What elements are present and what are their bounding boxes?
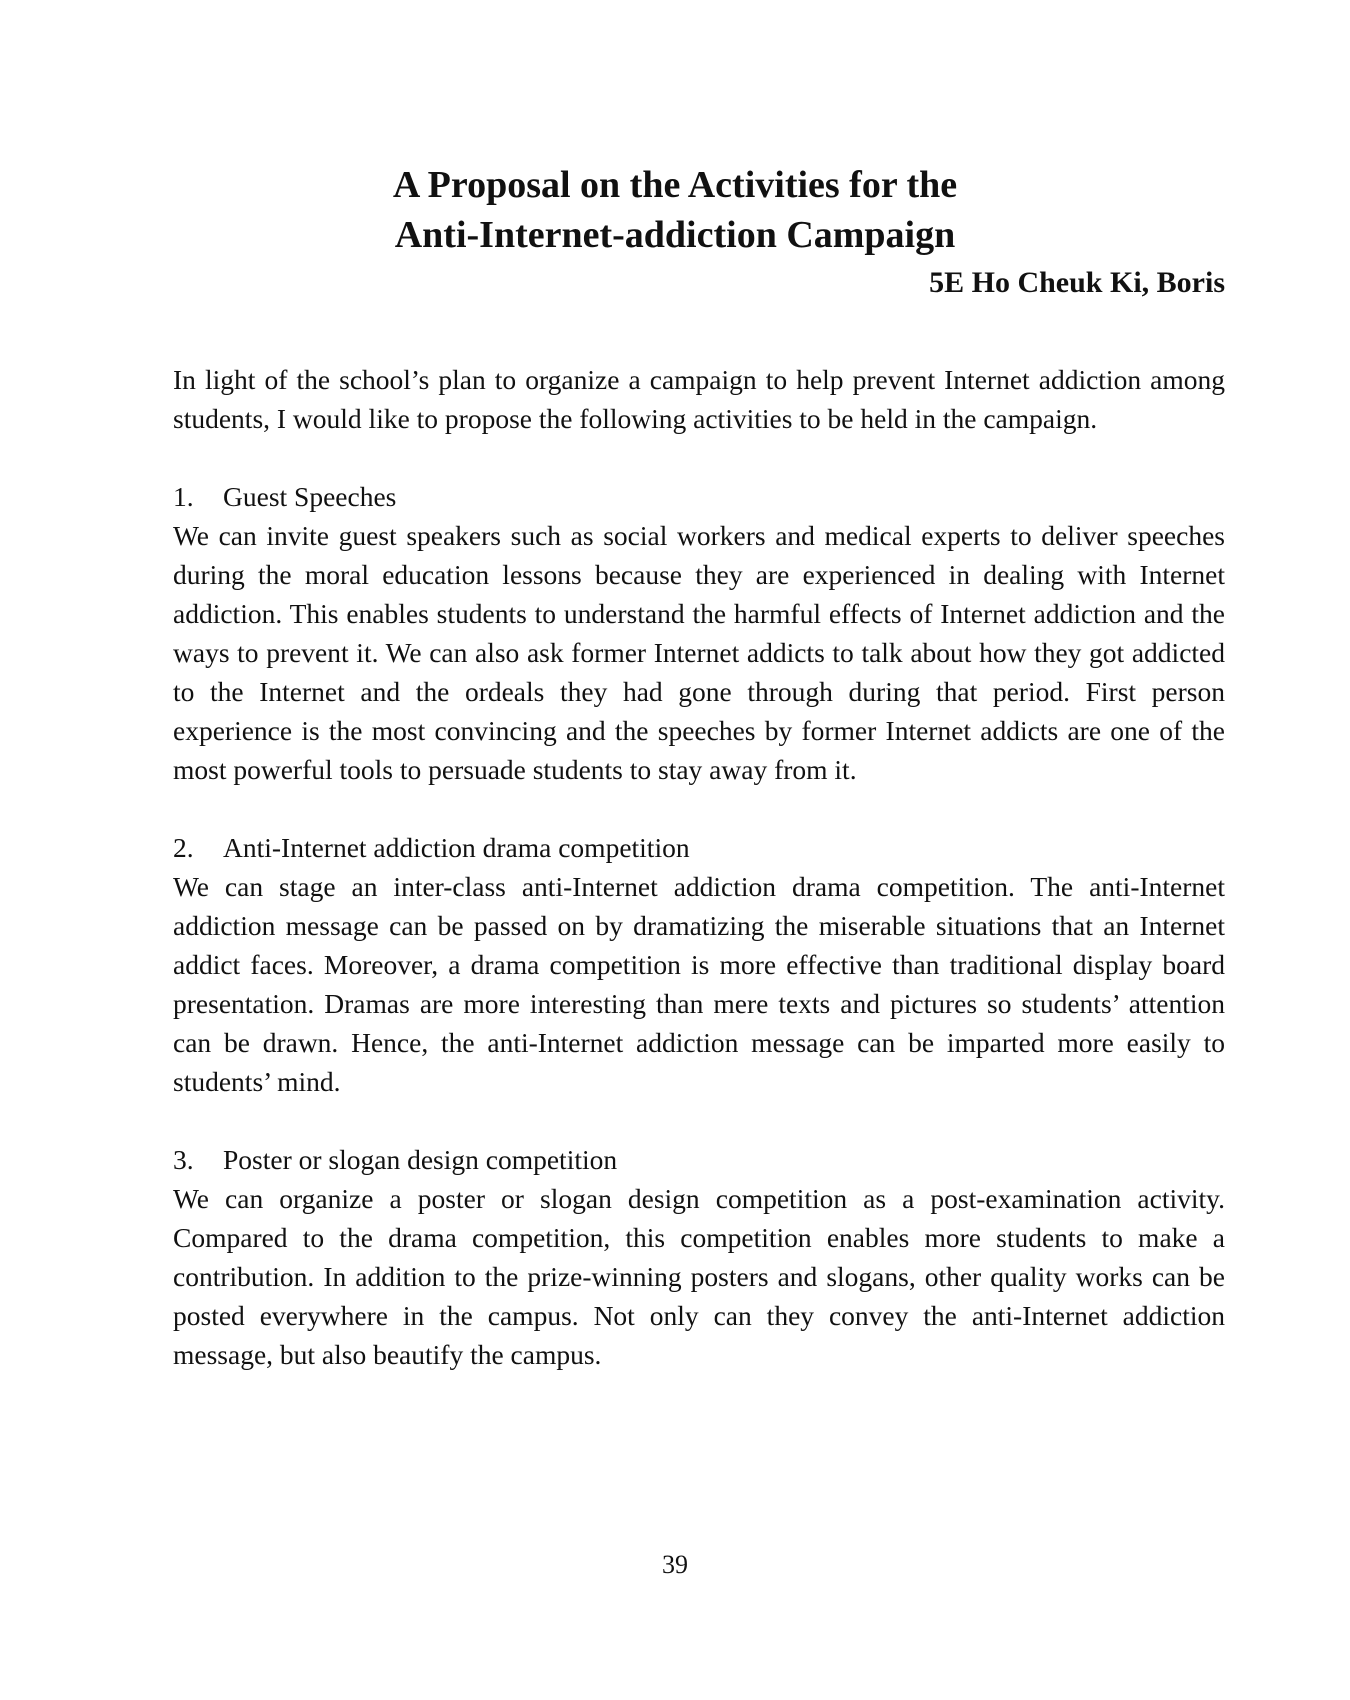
section-heading-text: Poster or slogan design competition: [223, 1144, 618, 1175]
section-body: We can stage an inter-class anti-Internet addiction drama competition. The anti-Internet addiction message can be passed on by dramatizing the miserable situations that an Internet addict faces. Moreover, a drama competition is more effective than traditional display board presentation. Dramas are more interesting than mere texts and pictures so students’ attention can be drawn. Hence, the anti-Internet addiction message can be imparted more easily to students’ mind.: [173, 871, 1225, 1097]
title-line-1: A Proposal on the Activities for the: [392, 164, 958, 206]
section-body: We can invite guest speakers such as social workers and medical experts to deliver speeches during the moral education lessons because they are experienced in dealing with Internet addiction. This enables students to understand the harmful effects of Internet addiction and the ways to prevent it. We can also ask former Internet addicts to talk about how they got addicted to the Internet and the ordeals they had gone through during that period. First person experience is the most convincing and the speeches by former Internet addicts are one of the most powerful tools to persuade students to stay away from it.: [173, 520, 1225, 785]
section-drama-competition: [173, 828, 1225, 1101]
section-heading: [173, 828, 1225, 867]
section-heading: [173, 1140, 1225, 1179]
intro-paragraph: In light of the school’s plan to organize a campaign to help prevent Internet addiction among students, I would like to propose the following activities to be held in the campaign.: [173, 364, 1225, 434]
document-title: [0, 160, 1350, 260]
section-number: 1.: [173, 481, 194, 512]
section-heading: [173, 477, 1225, 516]
section-poster-slogan-competition: [173, 1140, 1225, 1374]
section-number: 2.: [173, 832, 194, 863]
section-body: We can organize a poster or slogan design competition as a post-examination activity. Compared to the drama competition, this competition enables more students to make a contribution. In addition to the prize-winning posters and slogans, other quality works can be posted everywhere in the campus. Not only can they convey the anti-Internet addiction message, but also beautify the campus.: [173, 1183, 1225, 1370]
document-body: [173, 360, 1225, 1413]
section-number: 3.: [173, 1144, 194, 1175]
section-guest-speeches: [173, 477, 1225, 789]
title-line-2: Anti-Internet-addiction Campaign: [394, 214, 956, 256]
page-number: 39: [662, 1550, 688, 1579]
section-heading-text: Guest Speeches: [223, 481, 397, 512]
section-heading-text: Anti-Internet addiction drama competition: [223, 832, 690, 863]
author-line: 5E Ho Cheuk Ki, Boris: [929, 266, 1225, 299]
